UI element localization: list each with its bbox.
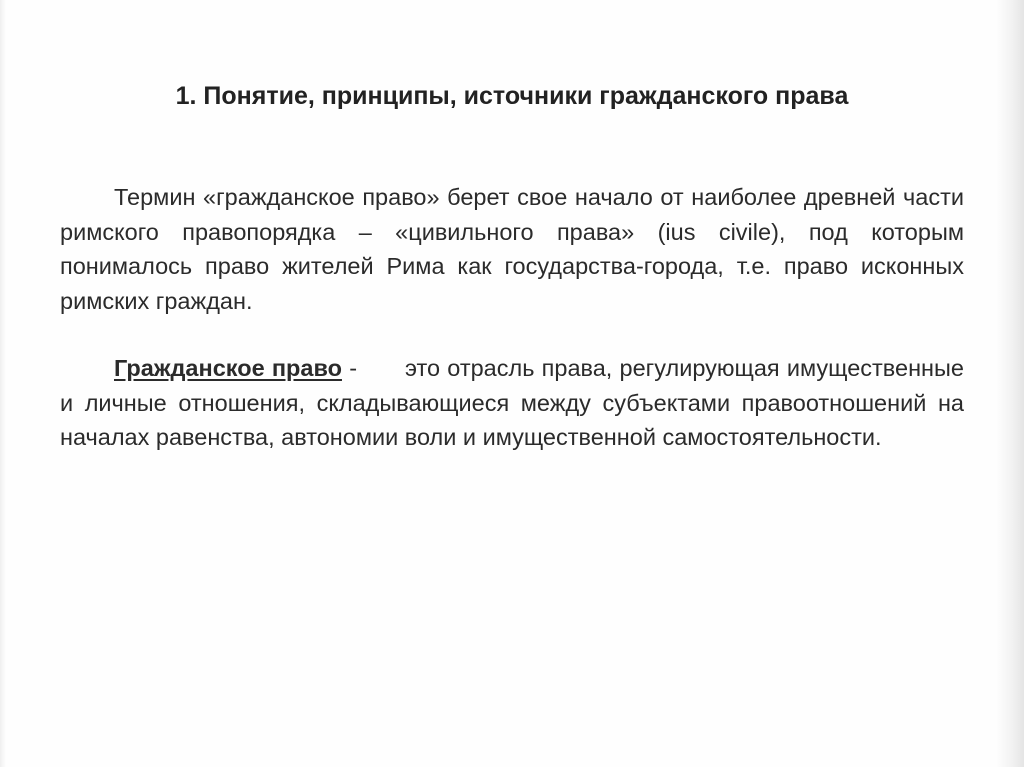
slide-title: 1. Понятие, принципы, источники гражданского права [175,82,849,110]
definition-dash: - [349,355,358,381]
intro-paragraph [60,180,964,318]
intro-paragraph-text: Термин «гражданское право» берет свое начало от наиболее древней части римского правопорядка – «цивильного права» (ius civile), под которым понималось право жителей Рима как государства-города, т.е. право исконных римских граждан. [60,184,964,314]
slide-right-shadow [996,0,1024,767]
defined-term: Гражданское право [114,355,342,381]
definition-paragraph [60,351,964,455]
definition-text: это отрасль права, регулирующая имущественные и личные отношения, складывающиеся между субъектами правоотношений на началах равенства, автономии воли и имущественной самостоятельности. [60,355,964,450]
slide-left-shadow [0,0,6,767]
